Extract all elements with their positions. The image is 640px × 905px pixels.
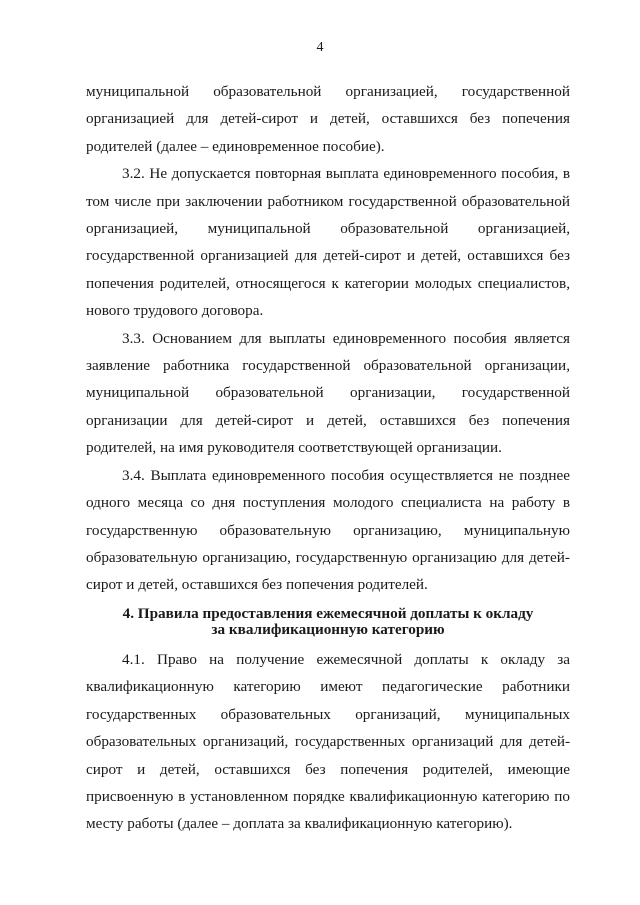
paragraph-continuation: муниципальной образовательной организацией, государственной организацией для детей-сирот и детей, оставшихся без попечения родителей (далее – единовременное пособие). (86, 83, 570, 155)
section-4-heading-line1: 4. Правила предоставления ежемесячной доплаты к окладу (122, 605, 534, 622)
section-4-heading-line2: за квалификационную категорию (211, 621, 445, 638)
paragraph-3-4: 3.4. Выплата единовременного пособия осуществляется не позднее одного месяца со дня поступления молодого специалиста на работу в государственную образовательную организацию, муниципальную образовательную организацию, государственную организацию для детей-сирот и детей, оставшихся без попечения родителей. (86, 466, 570, 594)
section-4-heading (86, 606, 570, 638)
paragraph-3-3: 3.3. Основанием для выплаты единовременного пособия является заявление работника государственной образовательной организации, муниципальной образовательной организации, государственной организации для детей-сирот и детей, оставшихся без попечения родителей, на имя руководителя соответствующей организации. (86, 329, 570, 457)
section-3-text (86, 78, 570, 599)
section-4-text (86, 646, 570, 838)
paragraph-3-2: 3.2. Не допускается повторная выплата единовременного пособия, в том числе при заключении работником государственной образовательной организацией, муниципальной образовательной организацией, государственной организацией для детей-сирот и детей, оставшихся без попечения родителей, относящегося к категории молодых специалистов, нового трудового договора. (86, 165, 570, 320)
page-number: 4 (316, 40, 324, 55)
paragraph-4-1: 4.1. Право на получение ежемесячной доплаты к окладу за квалификационную категорию имеют педагогические работники государственных образовательных организаций, муниципальных образовательных организаций, государственных организаций для детей-сирот и детей, оставшихся без попечения родителей, имеющие присвоенную в установленном порядке квалификационную категорию по месту работы (далее – доплата за квалификационную категорию). (86, 651, 570, 833)
